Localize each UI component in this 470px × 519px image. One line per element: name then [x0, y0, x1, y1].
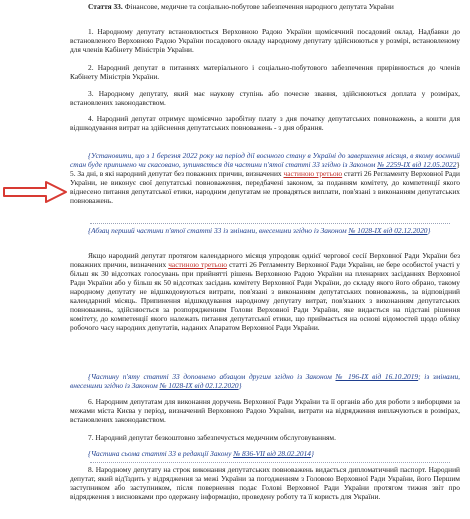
- law-link-1028[interactable]: № 1028-IX від 02.12.2020: [348, 226, 428, 235]
- law-link-196[interactable]: № 196-IX від 16.10.2019: [335, 372, 419, 381]
- amendment-note-2: [70, 372, 460, 390]
- amendment-note-1-close: }: [427, 226, 431, 235]
- paragraph-8: 7. Народний депутат безкоштовно забезпечується медичним обслуговуванням.: [88, 433, 336, 442]
- reglament-link-part-3-second[interactable]: частиною третьою: [168, 260, 228, 269]
- paragraph-6-start: Якщо народний депутат протягом календарного місяця упродовж однієї чергової сесії Верховної Ради України без поважних причин, визначених: [70, 251, 460, 269]
- arrow-right-icon: [2, 180, 68, 204]
- amendment-note-3: [70, 449, 460, 458]
- reglament-link-part-3[interactable]: частиною третьою: [283, 169, 343, 178]
- article-number: Стаття 33.: [88, 2, 123, 11]
- amendment-note-3-close: }: [310, 449, 314, 458]
- paragraph-9: 8. Народному депутату на строк виконання депутатських повноважень видається дипломатичний паспорт. Народний депутат, який від'їздить у відрядження за межі України за погодженням з Головою Верховної Ради України, його Першим заступником або заступником, після повернення подає Голові Верховної Ради України протягом тижня звіт про відрядження з висновками про одержану інформацію, проведену роботу та її користь для України.: [70, 465, 460, 501]
- paragraph-1: 1. Народному депутату встановлюється Верховною Радою України щомісячний посадовий оклад. Надбавки до встановленого Верховною Радою України посадового окладу народному депутату здійснюються у розмірі, встановленому для членів Кабінету Міністрів України.: [70, 27, 460, 54]
- law-link-2259[interactable]: № 2259-IX від 12.05.2022: [377, 160, 457, 169]
- article-title: Фінансове, медичне та соціально-побутове забезпечення народного депутата України: [122, 2, 394, 11]
- separator-line-bottom: [90, 462, 450, 463]
- suspension-note: {Установити, що з 1 березня 2022 року на період дії воєнного стану в Україні до завершення місяця, в якому воєнний стан буде припинено чи скасовано, зупиняється дія частини п'ятої статті 33 згідно із Законом: [70, 151, 460, 169]
- amendment-note-2-text: {Частину п'яту статті 33 доповнено абзацом другим згідно із Законом: [88, 372, 336, 381]
- paragraph-3: 3. Народному депутату, який має наукову ступінь або почесне звання, здійснюються доплата у розмірах, встановлених законодавством.: [70, 89, 460, 107]
- paragraph-5-text: } 5. За дні, в які народний депутат без поважних причин, визначених: [70, 160, 460, 178]
- paragraph-4: 4. Народний депутат отримує щомісячно заробітну плату з дня початку депутатських повноважень, а кошти для відшкодування витрат на здійснення депутатських повноважень - з дня обрання.: [70, 114, 460, 132]
- law-link-1028-second[interactable]: № 1028-IX від 02.12.2020: [159, 381, 239, 390]
- law-link-836[interactable]: № 836-VII від 28.02.2014: [233, 449, 311, 458]
- amendment-note-1-text: {Абзац перший частини п'ятої статті 33 із змінами, внесеними згідно із Законом: [88, 226, 349, 235]
- paragraph-5-rest: статті 26 Регламенту Верховної Ради України, не виконує свої депутатські повноваження, передбачені законом, за поданням комітету, до компетенції якого віднесено питання депутатської етики, народним депутатам не провадяться виплати, пов'язані з виконанням депутатських повноважень.: [70, 169, 460, 205]
- amendment-note-3-text: {Частина сьома статті 33 в редакції Закону: [88, 449, 234, 458]
- amendment-note-2-middle: ; із змінами, внесеними згідно із Законом: [70, 372, 461, 390]
- paragraph-6-rest: статті 26 Регламенту Верховної Ради України, не бере особистої участі у більш як 30 відсотках голосувань при прийнятті рішень Верховною Радою України на пленарних засіданнях Верховної Ради України або у більш як 50 відсотках засідань комітету Верховної Ради України, до складу якого його обрано, такому народному депутату не відшкодовуються витрати, пов'язані з виконанням депутатських повноважень, за відповідний календарний місяць. Припинення відшкодування народному депутату витрат, пов'язаних з виконанням депутатських повноважень, здійснюється за розпорядженням Голови Верховної Ради України, яке видається на підставі рішення комітету, до компетенції якого належать питання депутатської етики, що приймається на основі відомостей щодо обліку робочого часу народних депутатів, наданих Апаратом Верховної Ради України.: [70, 260, 460, 332]
- paragraph-5: [70, 151, 460, 205]
- amendment-note-1: [70, 226, 460, 235]
- amendment-note-2-close: }: [238, 381, 242, 390]
- separator-line: [90, 223, 450, 224]
- paragraph-2: 2. Народний депутат в питаннях матеріального і соціально-побутового забезпечення прирівнюється до членів Кабінету Міністрів України.: [70, 63, 460, 81]
- paragraph-6: [70, 251, 460, 332]
- paragraph-7: 6. Народним депутатам для виконання доручень Верховної Ради України та її органів або для роботи з виборцями за межами міста Києва у період, визначений Верховною Радою України, витрати на відрядження виплачуються в розмірах, встановлених законодавством.: [70, 397, 460, 424]
- article-heading: [70, 2, 460, 11]
